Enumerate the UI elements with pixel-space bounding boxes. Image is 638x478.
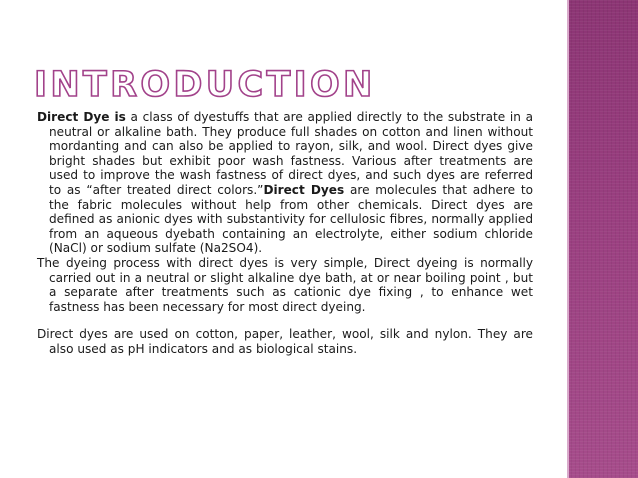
bold-term-direct-dye: Direct Dye is [37, 110, 126, 124]
paragraph-text: a class of dyestuffs that are applied directly to the substrate in a neutral or alkaline bath. They produce full shades on cotton and linen without mordanting and can also be applied to rayon, silk, and wool. Direct dyes give bright shades but exhibit poor wash fastness. Various after treatments are used to improve the wash fastness of direct dyes, and such dyes are referred to as “after treated direct colors.” [49, 110, 533, 197]
paragraph-definition [37, 110, 533, 256]
slide-title: INTRODUCTION [34, 65, 376, 105]
paragraph-text: are molecules that adhere to the fabric molecules without help from other chemicals. Direct dyes are defined as anionic dyes with substantivity for cellulosic fibres, normally applied from an aqueous dyebath containing an electrolyte, either sodium chloride (NaCl) or sodium sulfate (Na2SO4). [49, 182, 533, 256]
slide-body [37, 110, 533, 357]
bold-term-direct-dyes: Direct Dyes [263, 182, 345, 197]
decorative-side-bar [567, 0, 638, 478]
paragraph-uses: Direct dyes are used on cotton, paper, leather, wool, silk and nylon. They are also used as pH indicators and as biological stains. [37, 327, 533, 356]
paragraph-dyeing-process: The dyeing process with direct dyes is very simple, Direct dyeing is normally carried out in a neutral or slight alkaline dye bath, at or near boiling point , but a separate after treatments such as cationic dye fixing , to enhance wet fastness has been necessary for most direct dyeing. [37, 255, 533, 314]
